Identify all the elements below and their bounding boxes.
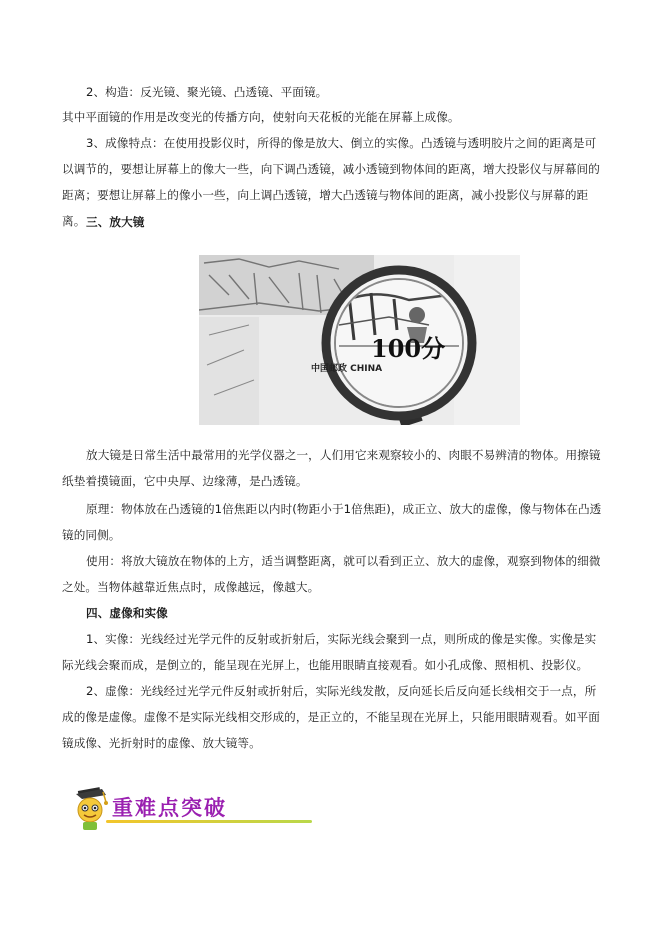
key-points-title: 重难点突破 (112, 795, 227, 820)
title-underline (106, 820, 312, 823)
paragraph-construction: 2、构造：反光镜、聚光镜、凸透镜、平面镜。 (86, 85, 328, 99)
scholar-mascot-icon (72, 786, 112, 832)
paragraph-imaging-features: 3、成像特点：在使用投影仪时，所得的像是放大、倒立的实像。凸透镜与透明胶片之间的距离是可以调节的，要想让屏幕上的像大一些，向下调凸透镜，减小透镜到物体间的距离，增大投影仪与屏幕间的距离；要想让屏幕上的像小一些，向上调凸透镜，增大凸透镜与物体间的距离，减小投影仪与屏幕的距离。 (62, 136, 600, 228)
paragraph-plane-mirror: 其中平面镜的作用是改变光的传播方向，使射向天花板的光能在屏幕上成像。 (62, 110, 460, 124)
section-heading-virtual-real: 四、虚像和实像 (86, 606, 168, 620)
magnifier-illustration (199, 255, 520, 425)
paragraph-magnifier-intro: 放大镜是日常生活中最常用的光学仪器之一，人们用它来观察较小的、肉眼不易辨清的物体。用擦镜纸垫着摸镜面，它中央厚、边缘薄，是凸透镜。 (62, 448, 601, 488)
paragraph-real-image: 1、实像：光线经过光学元件的反射或折射后，实际光线会聚到一点，则所成的像是实像。实像是实际光线会聚而成，是倒立的，能呈现在光屏上，也能用眼睛直接观看。如小孔成像、照相机、投影仪。 (62, 632, 597, 672)
paragraph-magnifier-usage: 使用：将放大镜放在物体的上方，适当调整距离，就可以看到正立、放大的虚像，观察到物体的细微之处。当物体越靠近焦点时，成像越远，像越大。 (62, 554, 601, 594)
paragraph-magnifier-principle: 原理：物体放在凸透镜的1倍焦距以内时(物距小于1倍焦距)，成正立、放大的虚像，像与物体在凸透镜的同侧。 (62, 502, 602, 542)
magnifier-photo (199, 255, 520, 425)
paragraph-virtual-image: 2、虚像：光线经过光学元件反射或折射后，实际光线发散，反向延长后反向延长线相交于一点，所成的像是虚像。虚像不是实际光线相交形成的，是正立的，不能呈现在光屏上，只能用眼睛观看。如平面镜成像、光折射时的虚像、放大镜等。 (62, 684, 600, 750)
stamp-country-text: 中国邮政 CHINA (311, 364, 383, 374)
section-heading-magnifier: 三、放大镜 (86, 215, 145, 229)
key-points-badge (72, 786, 252, 832)
stamp-value-text: 100分 (371, 334, 446, 363)
